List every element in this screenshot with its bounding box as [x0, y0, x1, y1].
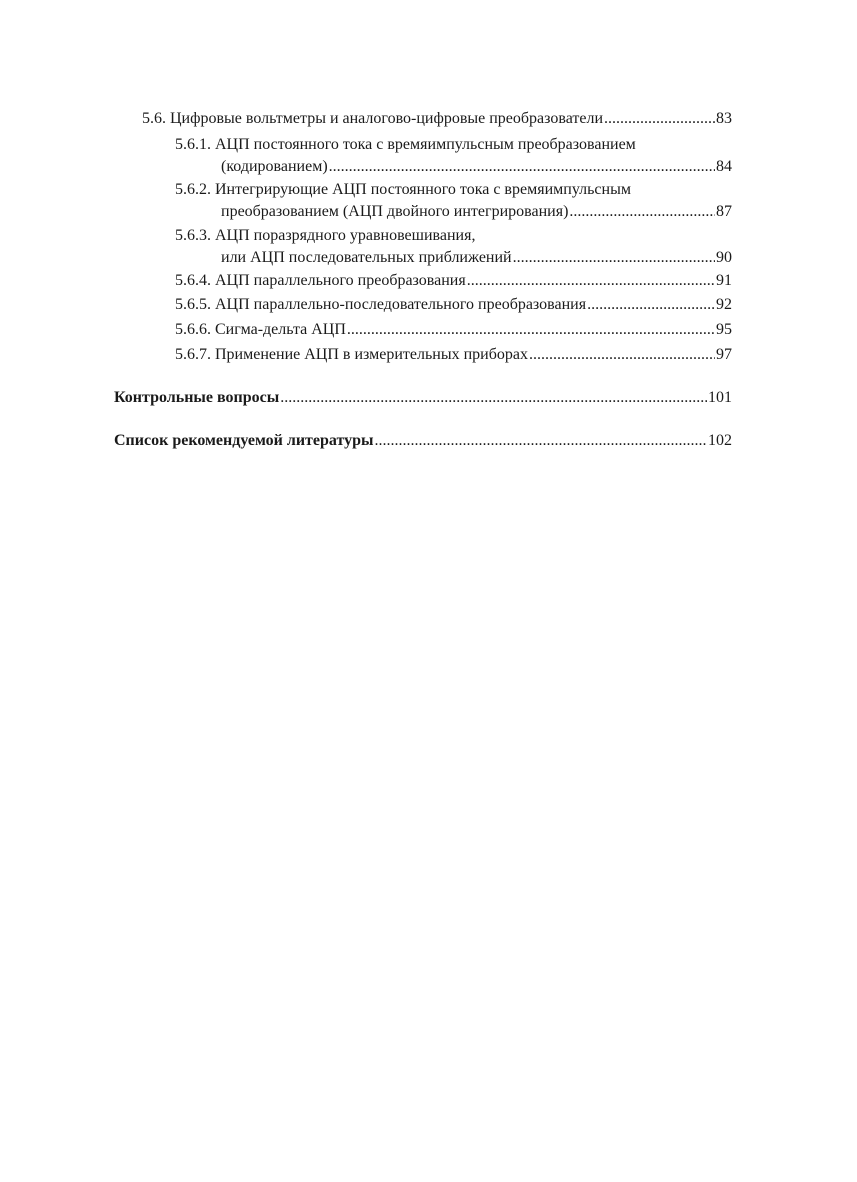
- toc-entry-title: АЦП параллельного преобразования: [215, 272, 466, 289]
- toc-entry-5-6[interactable]: [142, 108, 732, 130]
- toc-entry-number: 5.6.2.: [175, 181, 211, 198]
- toc-page-number: 91: [716, 272, 732, 289]
- toc-entry-5-6-2[interactable]: [175, 179, 732, 223]
- toc-entry-5-6-4[interactable]: [175, 270, 732, 292]
- toc-entry-title: Цифровые вольтметры и аналогово-цифровые преобразователи: [170, 110, 604, 127]
- toc-page-number: 84: [716, 158, 732, 175]
- toc-page-number: 102: [708, 432, 732, 449]
- toc-page-number: 97: [716, 346, 732, 363]
- toc-entry-title-line2: или АЦП последовательных приближений: [221, 249, 512, 266]
- toc-page-number: 101: [708, 389, 732, 406]
- dot-leader: [375, 430, 707, 452]
- toc-entry-title: Применение АЦП в измерительных приборах: [215, 346, 528, 363]
- toc-entry-title-line2: (кодированием): [221, 158, 328, 175]
- toc-entry-title-line1: АЦП поразрядного уравновешивания,: [215, 227, 476, 244]
- toc-entry-number: 5.6.: [142, 110, 166, 127]
- toc-entry-title: Сигма-дельта АЦП: [215, 321, 346, 338]
- dot-leader: [467, 270, 715, 292]
- toc-entry-title: Список рекомендуемой литературы: [114, 432, 374, 449]
- toc-entry-number: 5.6.6.: [175, 321, 211, 338]
- toc-entry-number: 5.6.1.: [175, 136, 211, 153]
- dot-leader: [587, 294, 715, 316]
- dot-leader: [280, 387, 707, 409]
- toc-entry-5-6-1[interactable]: [175, 134, 732, 178]
- dot-leader: [513, 247, 715, 269]
- toc-page-number: 90: [716, 249, 732, 266]
- toc-entry-review-questions[interactable]: [114, 387, 732, 409]
- dot-leader: [604, 108, 715, 130]
- toc-entry-title-line1: АЦП постоянного тока с времяимпульсным преобразованием: [215, 136, 636, 153]
- toc-page-number: 92: [716, 296, 732, 313]
- toc-entry-5-6-7[interactable]: [175, 344, 732, 366]
- toc-entry-title-line1: Интегрирующие АЦП постоянного тока с времяимпульсным: [215, 181, 631, 198]
- toc-page-number: 95: [716, 321, 732, 338]
- toc-entry-number: 5.6.3.: [175, 227, 211, 244]
- toc-entry-title-line2: преобразованием (АЦП двойного интегрирования): [221, 203, 569, 220]
- toc-page-number: 83: [716, 110, 732, 127]
- dot-leader: [529, 344, 715, 366]
- dot-leader: [569, 201, 715, 223]
- toc-page-number: 87: [716, 203, 732, 220]
- toc-entry-references[interactable]: [114, 430, 732, 452]
- toc-entry-number: 5.6.7.: [175, 346, 211, 363]
- toc-entry-title: Контрольные вопросы: [114, 389, 280, 406]
- toc-entry-number: 5.6.5.: [175, 296, 211, 313]
- toc-entry-5-6-3[interactable]: [175, 225, 732, 269]
- toc-entry-5-6-5[interactable]: [175, 294, 732, 316]
- toc-entry-title: АЦП параллельно-последовательного преобразования: [215, 296, 587, 313]
- dot-leader: [347, 319, 715, 341]
- toc-entry-5-6-6[interactable]: [175, 319, 732, 341]
- dot-leader: [329, 156, 715, 178]
- toc-entry-number: 5.6.4.: [175, 272, 211, 289]
